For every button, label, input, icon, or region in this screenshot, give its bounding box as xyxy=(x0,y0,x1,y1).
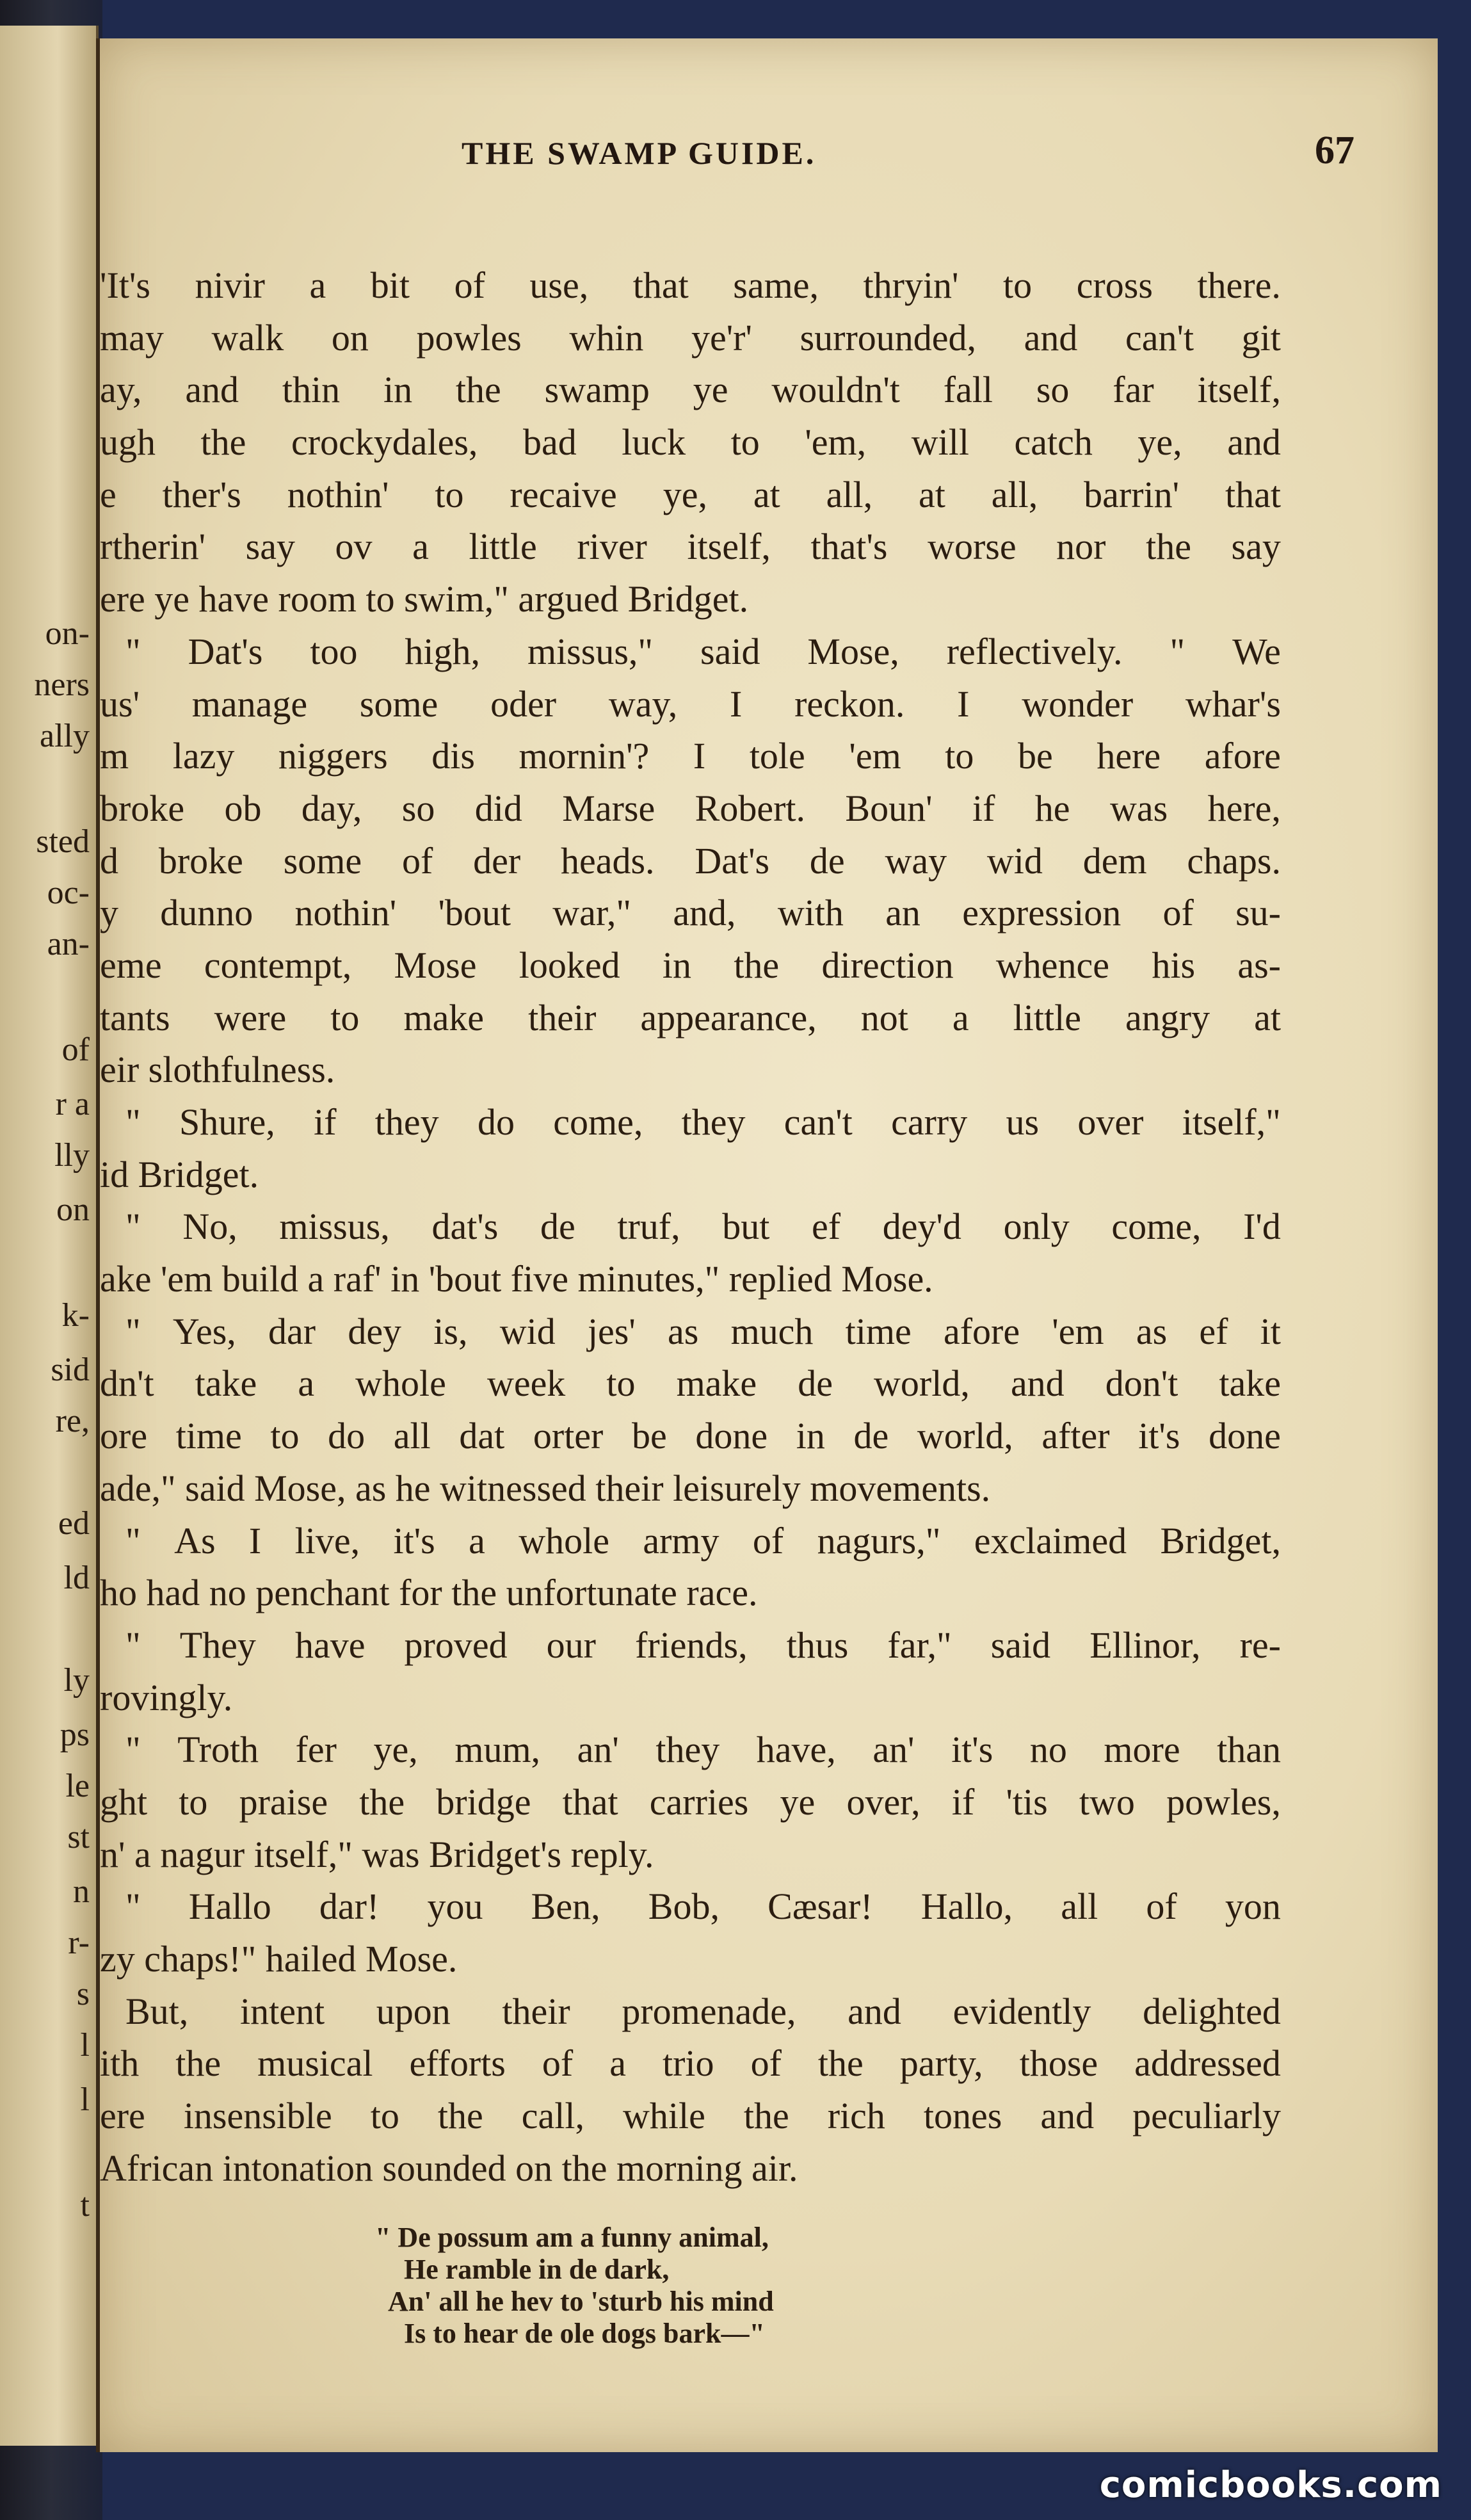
poem-line: " De possum am a funny animal, xyxy=(375,2222,769,2253)
poem-line: He ramble in de dark, xyxy=(404,2254,670,2285)
left-page-fragment: an- xyxy=(47,926,90,962)
book-page xyxy=(96,38,1438,2452)
left-page-fragment: t xyxy=(80,2187,90,2224)
text-line: " They have proved our friends, thus far," said Ellinor, re- xyxy=(125,1624,1281,1666)
watermark: comicbooks.com xyxy=(1099,2464,1442,2506)
text-line: e ther's nothin' to recaive ye, at all, at all, barrin' that xyxy=(100,473,1281,515)
left-page-fragment: ed xyxy=(58,1505,90,1542)
text-line: us' manage some oder way, I reckon. I wonder whar's xyxy=(100,682,1281,725)
left-page-fragment: le xyxy=(65,1768,90,1804)
text-line: tants were to make their appearance, not a little angry at xyxy=(100,996,1281,1038)
poem-line: An' all he hev to 'sturb his mind xyxy=(388,2286,774,2317)
text-line: dn't take a whole week to make de world, and don't take xyxy=(100,1362,1281,1405)
left-page-fragment: s xyxy=(76,1976,90,2012)
body-text xyxy=(100,259,1281,2194)
running-title: THE SWAMP GUIDE. xyxy=(462,135,817,171)
text-line: ade," said Mose, as he witnessed their leisurely movements. xyxy=(100,1467,991,1509)
left-page-fragment: k- xyxy=(61,1297,90,1334)
left-page-fragment: l xyxy=(80,2027,90,2064)
left-page-fragment: of xyxy=(61,1031,90,1068)
text-line: zy chaps!" hailed Mose. xyxy=(100,1938,458,1980)
poem-verse xyxy=(375,2222,1079,2350)
text-line: " As I live, it's a whole army of nagurs," exclaimed Bridget, xyxy=(125,1519,1281,1562)
left-page-fragment: r- xyxy=(68,1925,90,1961)
text-line: ugh the crockydales, bad luck to 'em, will catch ye, and xyxy=(100,421,1281,464)
left-page-fragment: r a xyxy=(55,1086,90,1122)
text-line: " Hallo dar! you Ben, Bob, Cæsar! Hallo, all of yon xyxy=(125,1886,1281,1928)
left-page-fragment: sted xyxy=(36,823,90,860)
text-line: 'It's nivir a bit of use, that same, thryin' to cross there. xyxy=(100,264,1281,306)
left-page-fragment: l xyxy=(80,2081,90,2118)
text-line: " Dat's too high, missus," said Mose, reflectively. " We xyxy=(125,630,1281,672)
text-line: ght to praise the bridge that carries ye over, if 'tis two powles, xyxy=(100,1781,1281,1823)
left-page-fragment: on xyxy=(56,1191,90,1228)
text-line: rtherin' say ov a little river itself, that's worse nor the say xyxy=(100,526,1281,568)
left-page-fragment: ly xyxy=(63,1662,90,1699)
text-line: may walk on powles whin ye'r' surrounded, and can't git xyxy=(100,316,1281,359)
text-line: y dunno nothin' 'bout war," and, with an expression of su- xyxy=(100,892,1281,934)
text-line: African intonation sounded on the morning air. xyxy=(100,2147,798,2189)
left-page-fragment: sid xyxy=(51,1352,90,1388)
left-page-fragment: lly xyxy=(54,1137,90,1174)
left-page-fragment: ners xyxy=(34,666,90,703)
poem-line: Is to hear de ole dogs bark—" xyxy=(404,2318,765,2349)
text-line: eir slothfulness. xyxy=(100,1049,335,1091)
text-line: ere insensible to the call, while the rich tones and peculiarly xyxy=(100,2095,1281,2137)
left-page-edge xyxy=(0,26,99,2446)
text-line: eme contempt, Mose looked in the direction whence his as- xyxy=(100,944,1281,986)
left-page-fragment: ld xyxy=(63,1560,90,1596)
left-page-fragment: oc- xyxy=(47,875,90,911)
left-page-fragment: re, xyxy=(55,1403,90,1439)
text-line: d broke some of der heads. Dat's de way wid dem chaps. xyxy=(100,839,1281,882)
text-line: n' a nagur itself," was Bridget's reply. xyxy=(100,1833,654,1875)
text-line: rovingly. xyxy=(100,1676,233,1718)
text-line: " No, missus, dat's de truf, but ef dey'd only come, I'd xyxy=(125,1206,1281,1248)
text-line: ay, and thin in the swamp ye wouldn't fall so far itself, xyxy=(100,369,1281,411)
text-line: ho had no penchant for the unfortunate race. xyxy=(100,1572,758,1614)
page-header xyxy=(100,129,1438,186)
text-line: m lazy niggers dis mornin'? I tole 'em to be here afore xyxy=(100,735,1281,777)
text-line: broke ob day, so did Marse Robert. Boun' if he was here, xyxy=(100,787,1281,829)
left-page-fragment: on- xyxy=(45,615,90,652)
text-line: " Troth fer ye, mum, an' they have, an' it's no more than xyxy=(125,1729,1281,1771)
text-line: But, intent upon their promenade, and evidently delighted xyxy=(125,1990,1281,2032)
left-page-fragment: n xyxy=(73,1873,90,1910)
text-line: ere ye have room to swim," argued Bridget. xyxy=(100,578,749,620)
text-line: " Shure, if they do come, they can't carry us over itself," xyxy=(125,1101,1281,1143)
left-page-fragment: ps xyxy=(60,1716,90,1753)
page-number: 67 xyxy=(1315,129,1354,172)
left-page-fragment: ally xyxy=(40,718,90,754)
text-line: ore time to do all dat orter be done in de world, after it's done xyxy=(100,1415,1281,1457)
text-line: " Yes, dar dey is, wid jes' as much time afore 'em as ef it xyxy=(125,1310,1281,1352)
text-line: id Bridget. xyxy=(100,1153,259,1195)
text-line: ith the musical efforts of a trio of the party, those addressed xyxy=(100,2042,1281,2085)
left-page-fragment: st xyxy=(67,1819,90,1855)
text-line: ake 'em build a raf' in 'bout five minutes," replied Mose. xyxy=(100,1258,933,1300)
